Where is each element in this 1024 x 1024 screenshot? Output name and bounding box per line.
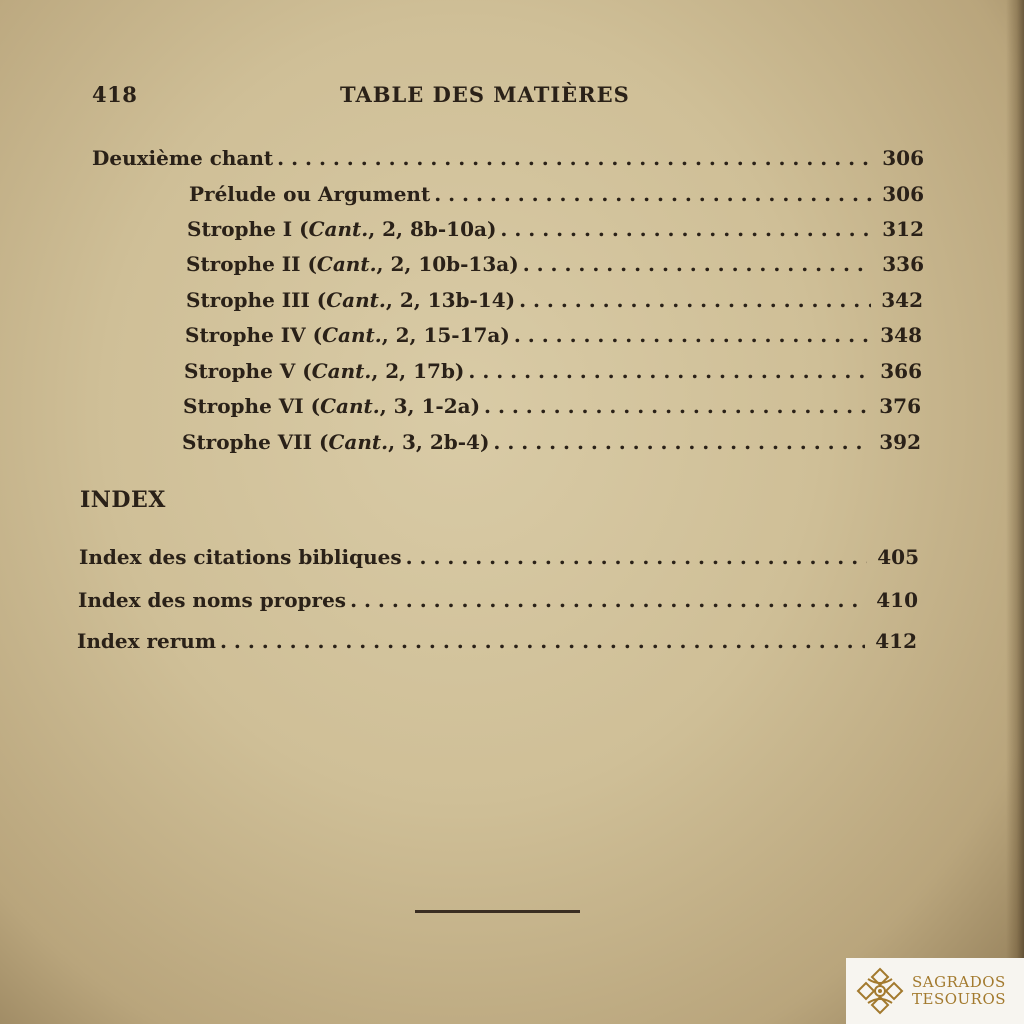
toc-entry [185,323,922,351]
dot-leader [484,394,869,418]
dot-leader [468,359,870,383]
dot-leader [277,146,872,170]
end-rule [415,910,580,913]
index-entry-label: Index rerum [77,629,216,653]
toc-page-ref: 348 [880,323,922,347]
toc-page-ref: 312 [882,217,924,241]
toc-entry-label: Strophe V (Cant., 2, 17b) [184,359,465,383]
toc-entry [184,359,922,387]
toc-entry [186,252,924,280]
toc-page-ref: 376 [879,394,921,418]
index-page-ref: 410 [876,588,918,612]
index-page-ref: 405 [877,545,919,569]
toc-entry-label: Prélude ou Argument [189,182,431,206]
dot-leader [350,588,866,612]
cant-abbrev: Cant. [326,288,386,312]
running-title: TABLE DES MATIÈRES [340,82,630,107]
toc-entry-label: Strophe I (Cant., 2, 8b-10a) [187,217,497,241]
toc-page-ref: 366 [880,359,922,383]
toc-entry-label: Strophe VI (Cant., 3, 1-2a) [183,394,481,418]
page-edge-shadow [1006,0,1024,1024]
toc-chant-label: Deuxième chant [92,146,274,170]
dot-leader [434,182,872,206]
toc-entry-label: Strophe III (Cant., 2, 13b-14) [186,288,516,312]
toc-entry-label: Strophe IV (Cant., 2, 15-17a) [185,323,510,347]
toc-chant-line [92,146,924,174]
index-heading: INDEX [80,487,166,513]
index-entry [78,588,918,616]
toc-entry [189,182,924,210]
dot-leader [220,629,865,653]
toc-entry-label: Strophe II (Cant., 2, 10b-13a) [186,252,519,276]
toc-entry [182,430,921,458]
index-entry [77,629,917,657]
page-number: 418 [92,82,138,107]
toc-entry-label: Strophe VII (Cant., 3, 2b-4) [182,430,490,454]
watermark-line-2: TESOUROS [912,990,1007,1008]
dot-leader [406,545,867,569]
toc-entry [183,394,921,422]
cant-abbrev: Cant. [328,430,389,454]
cant-abbrev: Cant. [320,394,380,418]
dot-leader [523,252,872,276]
cant-abbrev: Cant. [322,323,382,347]
cant-abbrev: Cant. [308,217,369,241]
toc-page-ref: 306 [882,182,924,206]
toc-entry [186,288,923,316]
watermark-line-1: SAGRADOS [912,973,1006,991]
cant-abbrev: Cant. [311,359,372,383]
dot-leader [519,288,871,312]
toc-page-ref: 392 [879,430,921,454]
toc-page-ref: 306 [882,146,924,170]
page-header [92,82,922,112]
toc-page-ref: 336 [882,252,924,276]
dot-leader [493,430,869,454]
toc-page-ref: 342 [881,288,923,312]
dot-leader [500,217,872,241]
watermark-text [912,974,1006,1008]
dot-leader [514,323,870,347]
watermark-badge [846,958,1024,1024]
index-entry-label: Index des citations bibliques [79,545,402,569]
cant-abbrev: Cant. [316,252,377,276]
ornament-icon [854,965,906,1017]
index-entry [79,545,919,573]
index-entry-label: Index des noms propres [78,588,347,612]
toc-entry [187,217,924,245]
index-page-ref: 412 [875,629,917,653]
